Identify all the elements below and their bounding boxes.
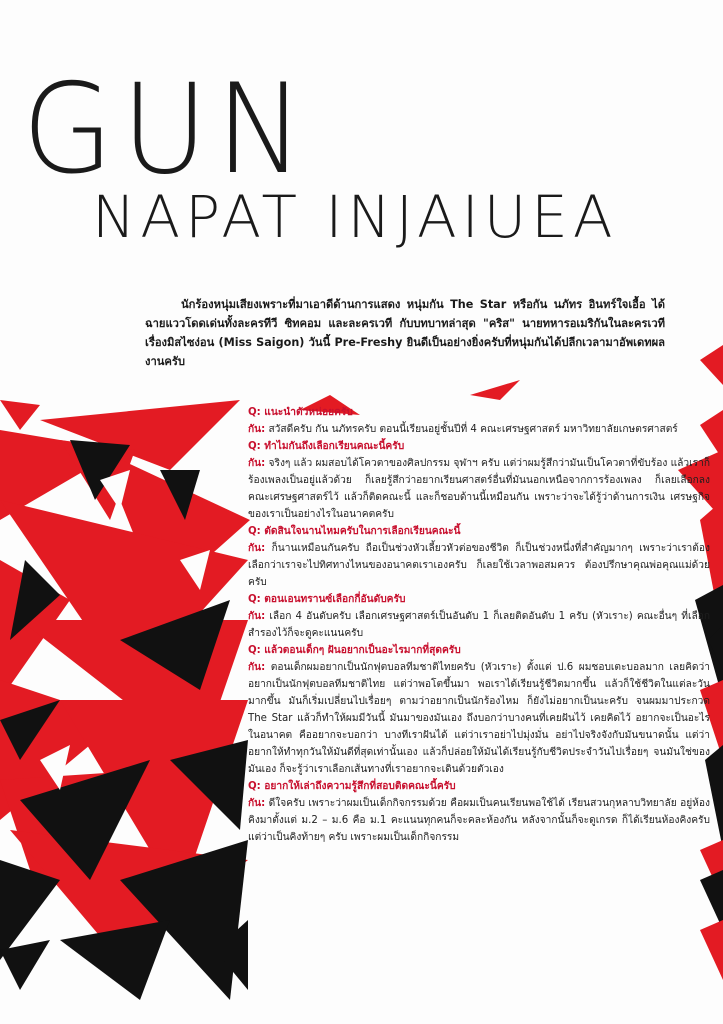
answer-block (248, 455, 710, 523)
answer-speaker: กัน: (248, 458, 266, 469)
answer-text: จริงๆ แล้ว ผมสอบได้โควตาของศิลปกรรม จุฬาฯ ครับ แต่ว่าผมรู้สึกว่ามันเป็นโควตาที่ขับร้อง แล้วเราก็ร้องเพลงเป็นอยู่แล้วด้วย ก็เลยรู้สึกว่าอยากเรียนศาสตร์อื่นที่มันนอกเหนือจากการร้องเพลง ก็เลยเลือกลงคณะเศรษฐศาสตร์ไว้ แล้วก็ติดคณะนี้ และก็ชอบด้านนี้เหมือนกัน เพราะว่าจะได้รู้ว่าด้านการเงิน เศรษฐกิจของเราเป็นอย่างไรในอนาคตครับ (248, 458, 710, 520)
answer-text: เลือก 4 อันดับครับ เลือกเศรษฐศาสตร์เป็นอันดับ 1 ก็เลยติดอันดับ 1 ครับ (หัวเราะ) คณะอื่นๆ ที่เลือกสำรองไว้ก็จะดูคะแนนครับ (248, 611, 710, 639)
red-shard (700, 920, 723, 980)
question-text: Q: แนะนำตัวหน่อยครับ (248, 407, 353, 418)
answer-block (248, 659, 710, 778)
intro-text: นักร้องหนุ่มเสียงเพราะที่มาเอาดีด้านการแสดง หนุ่มกัน The Star หรือกัน นภัทร อินทร์ใจเอื้อ ได้ฉายแววโดดเด่นทั้งละครทีวี ซิทคอม และละครเวที กับบทบาทล่าสุด "คริส" นายทหารอเมริกันในละครเวทีเรื่องมิสไซง่อน (Miss Saigon) วันนี้ Pre-Freshy ยินดีเป็นอย่างยิ่งครับที่หนุ่มกันได้ปลีกเวลามาอัพเดทผลงานครับ (145, 298, 665, 368)
answer-text: สวัสดีครับ กัน นภัทรครับ ตอนนี้เรียนอยู่ชั้นปีที่ 4 คณะเศรษฐศาสตร์ มหาวิทยาลัยเกษตรศาสตร์ (268, 424, 678, 435)
answer-speaker: กัน: (248, 662, 266, 673)
red-shard (0, 400, 40, 430)
question-text: Q: ทำไมกันถึงเลือกเรียนคณะนี้ครับ (248, 441, 405, 452)
answer-text: ตอนเด็กผมอยากเป็นนักฟุตบอลทีมชาติไทยครับ (หัวเราะ) ตั้งแต่ ป.6 ผมชอบเตะบอลมาก เลยคิดว่าอยากเป็นนักฟุตบอลทีมชาติไทย แต่ว่าพอโตขึ้นมา พอเราได้เรียนรู้ชีวิตมากขึ้น แล้วก็ใช้ชีวิตในแต่ละวันมากขึ้น มันก็เริ่มเปลี่ยนไปเรื่อยๆ ตามว่าอยากเป็นนักร้องไหม ก็ยังไม่อยากเป็นนะครับ จนผมมาประกวด The Star แล้วก็ทำให้ผมมีวันนี้ มันมาของมันเอง ถึงบอกว่าบางคนที่เคยฝันไว้ เคยคิดไว้ อยากจะเป็นอะไรในอนาคต คืออยากจะบอกว่า บางทีเราฝันได้ แต่ว่าเราอย่าไปมุ่งมั่น อย่าไปจริงจังกับมันขนาดนั้น แต่ว่าอยากให้ทำทุกวันให้มันดีที่สุดเท่านั้นเอง แล้วก็ปล่อยให้มันได้เรียนรู้กับชีวิตประจำวันไปเรื่อยๆ จนมันใช่ของมันเอง ก็จะรู้ว่าเราเลือกเส้นทางที่เราอยากจะเดินด้วยตัวเอง (248, 662, 710, 775)
qa-item (248, 591, 710, 642)
question-text: Q: แล้วตอนเด็กๆ ฝันอยากเป็นอะไรมากที่สุดครับ (248, 645, 461, 656)
answer-block (248, 795, 710, 846)
answer-speaker: กัน: (248, 424, 266, 435)
qa-item (248, 778, 710, 846)
black-shard (700, 870, 723, 930)
answer-block (248, 421, 710, 438)
question-text: Q: ตัดสินใจนานไหมครับในการเลือกเรียนคณะนี้ (248, 526, 461, 537)
title-full-name: NAPAT INJAIUEA (92, 183, 618, 251)
answer-block (248, 540, 710, 591)
qa-section (248, 404, 710, 846)
red-shard (470, 380, 520, 400)
answer-block (248, 608, 710, 642)
qa-item (248, 523, 710, 591)
answer-speaker: กัน: (248, 543, 266, 554)
answer-speaker: กัน: (248, 798, 266, 809)
answer-speaker: กัน: (248, 611, 266, 622)
answer-text: ก็นานเหมือนกันครับ ถือเป็นช่วงหัวเลี้ยวหัวต่อของชีวิต ก็เป็นช่วงหนึ่งที่สำคัญมากๆ เพราะว่าเราต้องเลือกว่าเราจะไปทิศทางไหนของอนาคตเราเองครับ ก็เลยใช้เวลาพอสมควร ต้องปรึกษาคุณพ่อคุณแม่ด้วยครับ (248, 543, 710, 588)
qa-item (248, 642, 710, 778)
red-shard (700, 345, 723, 385)
question-text: Q: อยากให้เล่าถึงความรู้สึกที่สอบติดคณะนี้ครับ (248, 781, 456, 792)
qa-item (248, 438, 710, 523)
question-text: Q: ตอนเอนทรานซ์เลือกกี่อันดับครับ (248, 594, 406, 605)
qa-item (248, 404, 710, 438)
black-shard (60, 920, 170, 1000)
answer-text: ดีใจครับ เพราะว่าผมเป็นเด็กกิจกรรมด้วย คือผมเป็นคนเรียนพอใช้ได้ เรียนสวนกุหลาบวิทยาลัย อยู่ห้องคิงมาตั้งแต่ ม.2 – ม.6 คือ ม.1 คะแนนทุกคนก็จะคละห้องกัน หลังจากนั้นก็จะดูเกรด ก็ได้เรียนห้องคิงครับ แต่ว่าเป็นคิงท้ายๆ ครับ เพราะผมเป็นเด็กกิจกรรม (248, 798, 710, 843)
title-first-name: GUN (22, 56, 313, 202)
intro-paragraph (145, 295, 665, 371)
